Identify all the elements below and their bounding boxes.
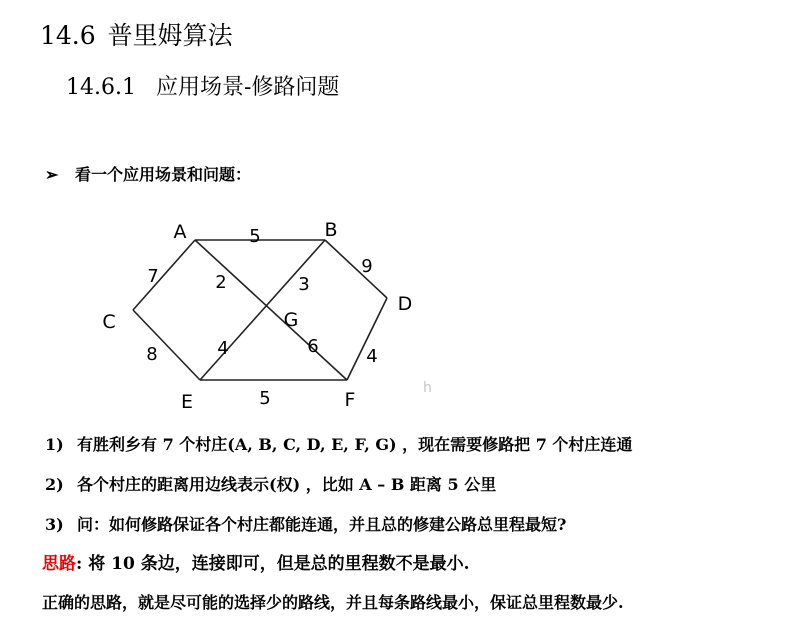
node-f: F bbox=[344, 389, 356, 411]
intro-bullet bbox=[45, 162, 251, 185]
list-item bbox=[45, 512, 566, 535]
list-item-text: 有胜利乡有 7 个村庄(A, B, C, D, E, F, G) ，现在需要修路把 7 个村庄连通 bbox=[77, 435, 633, 454]
list-item-text: 问：如何修路保证各个村庄都能连通，并且总的修建公路总里程最短? bbox=[77, 515, 567, 534]
village-graph bbox=[95, 212, 435, 412]
list-item bbox=[45, 472, 496, 495]
edge-b-d bbox=[325, 240, 387, 298]
idea-paragraph bbox=[42, 549, 470, 574]
correct-idea-paragraph: 正确的思路，就是尽可能的选择少的路线，并且每条路线最小，保证总里程数最少. bbox=[42, 593, 624, 612]
node-c: C bbox=[102, 311, 116, 333]
list-item-number: 1) bbox=[45, 435, 64, 454]
node-e: E bbox=[180, 391, 194, 412]
edge-d-f bbox=[347, 298, 387, 380]
node-g: G bbox=[283, 309, 299, 331]
arrow-bullet-icon: ➢ bbox=[45, 165, 59, 184]
idea-text: : 将 10 条边，连接即可，但是总的里程数不是最小. bbox=[76, 554, 470, 574]
list-item-number: 2) bbox=[45, 475, 64, 494]
section-number: 14.6 bbox=[40, 21, 96, 50]
list-item bbox=[45, 432, 632, 455]
section-heading bbox=[40, 16, 233, 52]
intro-text: 看一个应用场景和问题： bbox=[75, 165, 252, 184]
weight-b-g: 3 bbox=[298, 274, 310, 295]
idea-label: 思路 bbox=[42, 554, 76, 574]
weight-d-f: 4 bbox=[366, 346, 378, 367]
weight-e-g: 4 bbox=[217, 338, 229, 359]
weight-g-f: 6 bbox=[307, 336, 319, 357]
subsection-heading bbox=[66, 70, 339, 101]
weight-b-d: 9 bbox=[361, 256, 373, 277]
list-item-number: 3) bbox=[45, 515, 64, 534]
section-title: 普里姆算法 bbox=[107, 21, 233, 50]
stray-mark: h bbox=[423, 380, 432, 396]
subsection-title: 应用场景-修路问题 bbox=[155, 75, 340, 100]
node-a: A bbox=[173, 221, 187, 243]
weight-c-e: 8 bbox=[146, 344, 158, 365]
weight-e-f: 5 bbox=[259, 388, 271, 409]
node-d: D bbox=[397, 293, 413, 315]
weight-a-b: 5 bbox=[249, 226, 261, 247]
weight-a-c: 7 bbox=[147, 266, 159, 287]
weight-a-g: 2 bbox=[215, 272, 227, 293]
node-b: B bbox=[324, 219, 338, 241]
subsection-number: 14.6.1 bbox=[66, 75, 136, 100]
edge-c-e bbox=[133, 310, 200, 380]
edge-a-c bbox=[133, 240, 195, 310]
list-item-text: 各个村庄的距离用边线表示(权) ，比如 A – B 距离 5 公里 bbox=[77, 475, 497, 494]
